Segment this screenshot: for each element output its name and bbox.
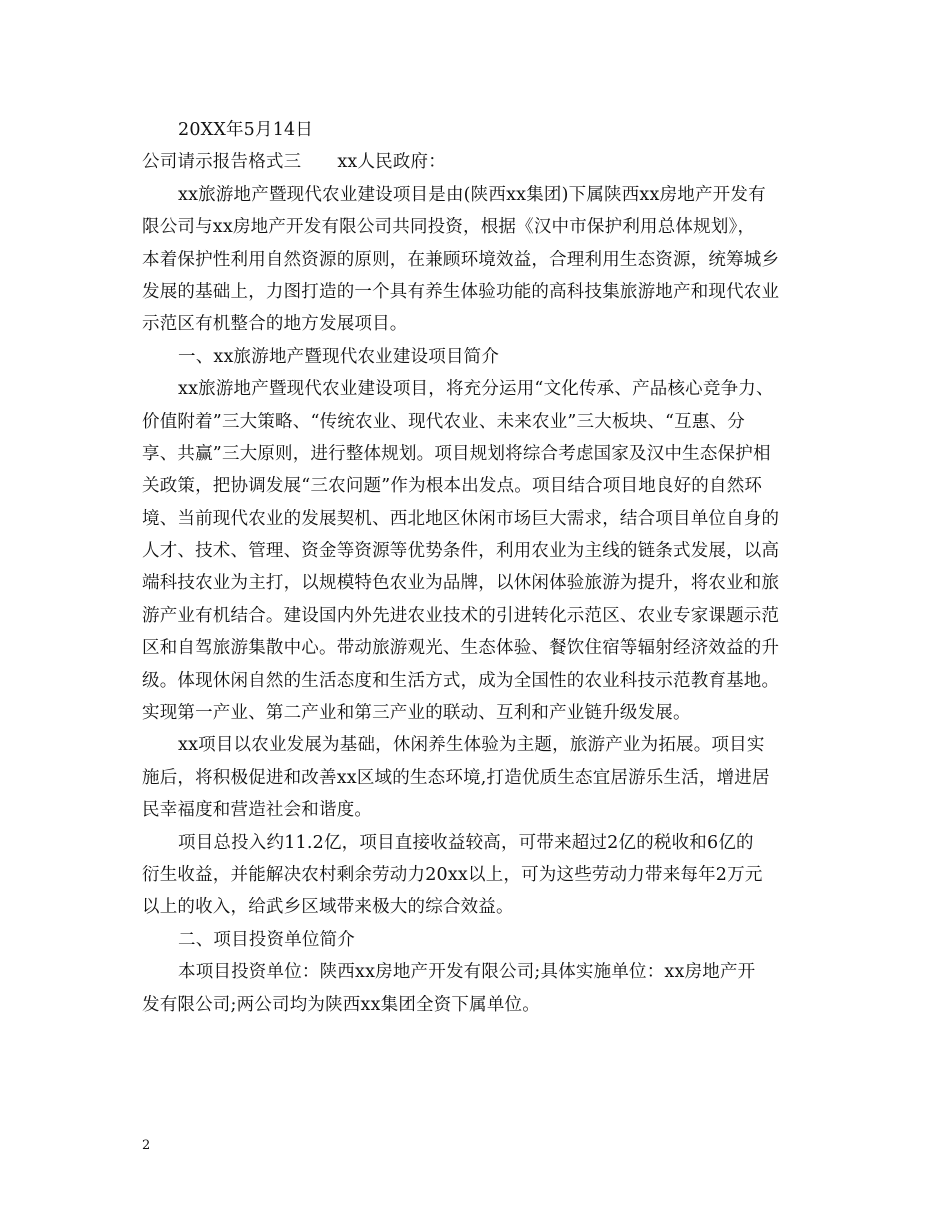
paragraph-line: 限公司与xx房地产开发有限公司共同投资，根据《汉中市保护利用总体规划》， xyxy=(142,217,756,238)
page-number: 2 xyxy=(142,1138,151,1153)
paragraph-line: 级。体现休闲自然的生活态度和生活方式，成为全国性的农业科技示范教育基地。 xyxy=(142,670,780,691)
paragraph-line: xx旅游地产暨现代农业建设项目是由(陕西xx集团)下属陕西xx房地产开发有 xyxy=(178,184,766,205)
date-line: 20XX年5月14日 xyxy=(178,120,314,140)
paragraph-line: 价值附着”三大策略、“传统农业、现代农业、未来农业”三大板块、“互惠、分 xyxy=(142,411,745,432)
paragraph-line: 端科技农业为主打，以规模特色农业为品牌，以休闲体验旅游为提升，将农业和旅 xyxy=(142,573,780,594)
paragraph-line: 施后，将积极促进和改善xx区域的生态环境,打造优质生态宜居游乐生活，增进居 xyxy=(142,767,770,788)
paragraph-line: 游产业有机结合。建设国内外先进农业技术的引进转化示范区、农业专家课题示范 xyxy=(142,605,780,626)
paragraph-line: xx旅游地产暨现代农业建设项目，将充分运用“文化传承、产品核心竞争力、 xyxy=(178,379,774,400)
section-heading: 一、xx旅游地产暨现代农业建设项目简介 xyxy=(178,346,500,367)
addressee: xx人民政府： xyxy=(337,152,446,173)
paragraph-line: 发展的基础上，力图打造的一个具有养生体验功能的高科技集旅游地产和现代农业 xyxy=(142,281,780,302)
paragraph-line: 衍生收益，并能解决农村剩余劳动力20xx以上，可为这些劳动力带来每年2万元 xyxy=(142,864,763,885)
paragraph-line: 发有限公司;两公司均为陕西xx集团全资下属单位。 xyxy=(142,994,540,1015)
report-title: 公司请示报告格式三 xyxy=(142,152,302,173)
section-heading: 二、项目投资单位简介 xyxy=(178,929,355,950)
paragraph-line: xx项目以农业发展为基础，休闲养生体验为主题，旅游产业为拓展。项目实 xyxy=(178,735,765,756)
paragraph-line: 民幸福度和营造社会和谐度。 xyxy=(142,800,373,821)
paragraph-line: 以上的收入，给武乡区域带来极大的综合效益。 xyxy=(142,897,514,918)
paragraph-line: 区和自驾旅游集散中心。带动旅游观光、生态体验、餐饮住宿等辐射经济效益的升 xyxy=(142,638,780,659)
heading-line xyxy=(142,146,822,178)
document-body xyxy=(142,114,822,1021)
paragraph-line: 实现第一产业、第二产业和第三产业的联动、互利和产业链升级发展。 xyxy=(142,703,691,724)
paragraph-line: 享、共赢”三大原则，进行整体规划。项目规划将综合考虑国家及汉中生态保护相 xyxy=(142,443,771,464)
paragraph-line: 人才、技术、管理、资金等资源等优势条件，利用农业为主线的链条式发展，以高 xyxy=(142,541,780,562)
paragraph-line: 关政策，把协调发展“三农问题”作为根本出发点。项目结合项目地良好的自然环 xyxy=(142,476,763,497)
paragraph-line: 示范区有机整合的地方发展项目。 xyxy=(142,314,408,335)
paragraph-line: 本项目投资单位：陕西xx房地产开发有限公司;具体实施单位：xx房地产开 xyxy=(178,962,756,983)
paragraph-line: 项目总投入约11.2亿，项目直接收益较高，可带来超过2亿的税收和6亿的 xyxy=(178,832,754,853)
paragraph-line: 本着保护性利用自然资源的原则，在兼顾环境效益，合理利用生态资源，统筹城乡 xyxy=(142,249,780,270)
paragraph-line: 境、当前现代农业的发展契机、西北地区休闲市场巨大需求，结合项目单位自身的 xyxy=(142,508,780,529)
